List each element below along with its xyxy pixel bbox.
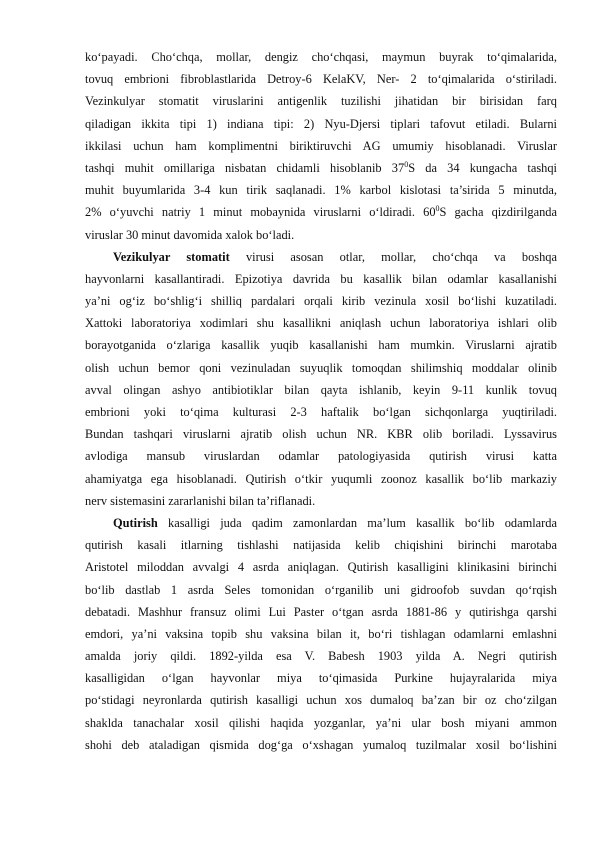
text-line: amalda joriy qildi. 1892-yilda esa V. Babesh 1903 yilda A. Negri qutirish [85, 649, 557, 664]
text-line: Bundan tashqari viruslarni ajratib olish uchun NR. KBR olib boriladi. Lyssavirus [85, 427, 557, 442]
text-line: nerv sistemasini zararlanishi bilan ta’riflanadi. [85, 493, 316, 508]
text-line: kasalligidan o‘lgan hayvonlar miya to‘qimasida Purkine hujayralarida miya [85, 671, 557, 686]
text-line: qutirish kasali itlarning tishlashi natijasida kelib chiqishini birinchi marotaba [85, 538, 557, 553]
text-line [85, 246, 557, 268]
text-fragment: virusi asosan otlar, mollar, cho‘chqa va boshqa [229, 249, 557, 264]
text-line: qiladigan ikkita tipi 1) indiana tipi: 2) Nyu-Djersi tiplari tafovut etiladi. Bularni [85, 116, 557, 131]
text-line: shaklda tanachalar xosil qilishi haqida yozganlar, ya’ni ular bosh miyani ammon [85, 715, 557, 730]
text-line: embrioni yoki to‘qima kulturasi 2-3 haftalik bo‘lgan sichqonlarga yuqtiriladi. [85, 405, 557, 419]
superscript: 0 [404, 159, 409, 169]
text-line: Vezinkulyar stomatit viruslarini antigenlik tuzilishi jihatidan bir birisidan farq [85, 94, 557, 109]
text-line: debatadi. Mashhur fransuz olimi Lui Paster o‘tgan asrda 1881-86 y qutirishga qarshi [85, 604, 557, 619]
text-line: Xattoki laboratoriya xodimlari shu kasallikni aniqlash uchun laboratoriya ishlari olib [85, 316, 557, 331]
text-fragment: S da 34 kungacha tashqi [408, 160, 557, 175]
text-line: ko‘payadi. Cho‘chqa, mollar, dengiz cho‘chqasi, maymun buyrak to‘qimalarida, [85, 50, 557, 64]
document-page [85, 46, 557, 756]
text-line [85, 157, 557, 179]
text-fragment: 2% o‘yuvchi natriy 1 minut mobaynida viruslarni o‘ldiradi. 60 [85, 205, 436, 220]
bold-term: Qutirish [113, 515, 158, 530]
text-line: avval olingan ashyo antibiotiklar bilan qayta ishlanib, keyin 9-11 kunlik tovuq [85, 382, 557, 397]
paragraph-virus-resistance [85, 46, 557, 246]
text-line: borayotganida o‘zlariga kasallik yuqib kasallanishi ham mumkin. Viruslarni ajratib [85, 338, 557, 353]
text-fragment: tashqi muhit omillariga nisbatan chidamli hisoblanib 37 [85, 160, 405, 175]
text-fragment: kasalligi juda qadim zamonlardan ma’lum kasallik bo‘lib odamlarda [157, 515, 557, 530]
text-line: viruslar 30 minut davomida xalok bo‘ladi. [85, 227, 295, 242]
text-line: hayvonlarni kasallantiradi. Epizotiya davrida bu kasallik bilan odamlar kasallanishi [85, 271, 557, 286]
bold-term: Vezikulyar stomatit [113, 249, 230, 264]
text-line: ikkilasi uchun ham komplimentni biriktiruvchi AG umumiy hisoblanadi. Viruslar [85, 138, 557, 153]
text-line: avlodiga mansub viruslardan odamlar patologiyasida qutirish virusi katta [85, 449, 557, 464]
paragraph-vesicular-stomatitis [85, 246, 557, 512]
text-line [85, 512, 557, 534]
text-line: bo‘lib dastlab 1 asrda Seles tomonidan o‘rganilib uni gidroofob suvdan qo‘rqish [85, 582, 557, 597]
paragraph-rabies [85, 512, 557, 756]
text-line: Aristotel miloddan avvalgi 4 asrda aniqlagan. Qutirish kasalligini klinikasini birinchi [85, 560, 557, 575]
text-line: ya’ni og‘iz bo‘shlig‘i shilliq pardalari orqali kirib vezinula xosil bo‘lishi kuzatiladi. [85, 294, 557, 309]
text-line: ahamiyatga ega hisoblanadi. Qutirish o‘tkir yuqumli zoonoz kasallik bo‘lib markaziy [85, 471, 557, 486]
text-line: emdori, ya’ni vaksina topib shu vaksina bilan it, bo‘ri tishlagan odamlarni emlashni [85, 626, 557, 641]
text-fragment: S gacha qizdirilganda [439, 205, 557, 220]
text-line [85, 201, 557, 223]
text-line: shohi deb ataladigan qismida dog‘ga o‘xshagan yumaloq tuzilmalar xosil bo‘lishini [85, 737, 557, 752]
text-line: muhit buyumlarida 3-4 kun tirik saqlanadi. 1% karbol kislotasi ta’sirida 5 minutda, [85, 183, 557, 198]
superscript: 0 [435, 204, 440, 214]
text-line: tovuq embrioni fibroblastlarida Detroy-6 KelaKV, Ner- 2 to‘qimalarida o‘stiriladi. [85, 72, 557, 87]
text-line: po‘stidagi neyronlarda qutirish kasalligi uchun xos dumaloq ba’zan bir oz cho‘zilgan [85, 693, 557, 708]
text-line: olish uchun bemor qoni vezinuladan suyuqlik tomoqdan shilimshiq moddalar olinib [85, 360, 557, 375]
